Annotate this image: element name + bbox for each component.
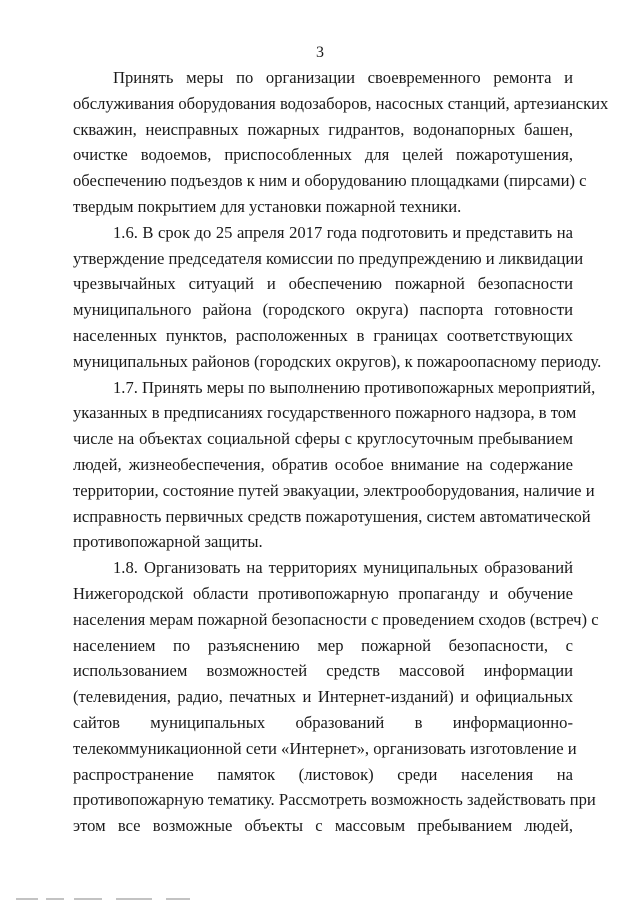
text-line: распространение памяток (листовок) среди населения на: [73, 764, 573, 784]
text-line: 1.8. Организовать на территориях муниципальных образований: [113, 558, 573, 578]
text-line: чрезвычайных ситуаций и обеспечению пожарной безопасности: [73, 274, 573, 294]
text-line: населения мерам пожарной безопасности с проведением сходов (встреч) с: [73, 609, 599, 629]
text-line: числе на объектах социальной сферы с круглосуточным пребыванием: [73, 429, 573, 449]
text-line: утверждение председателя комиссии по предупреждению и ликвидации: [73, 248, 584, 268]
text-line: населенных пунктов, расположенных в границах соответствующих: [73, 325, 573, 345]
text-line: обслуживания оборудования водозаборов, насосных станций, артезианских: [73, 93, 609, 113]
text-line: телекоммуникационной сети «Интернет», организовать изготовление и: [73, 738, 577, 758]
text-line: противопожарную тематику. Рассмотреть возможность задействовать при: [73, 790, 596, 810]
text-line: населением по разъяснению мер пожарной безопасности, с: [73, 635, 573, 655]
text-line: людей, жизнеобеспечения, обратив особое внимание на содержание: [73, 454, 573, 474]
text-line: использованием возможностей средств массовой информации: [73, 661, 573, 681]
page-number: 3: [316, 44, 324, 61]
text-line: этом все возможные объекты с массовым пребыванием людей,: [73, 816, 573, 836]
text-line: 1.6. В срок до 25 апреля 2017 года подготовить и представить на: [113, 222, 573, 242]
text-line: скважин, неисправных пожарных гидрантов, водонапорных башен,: [73, 119, 573, 139]
text-line: территории, состояние путей эвакуации, электрооборудования, наличие и: [73, 480, 595, 500]
text-line: муниципального района (городского округа) паспорта готовности: [73, 300, 573, 320]
paragraph-1-8: [73, 555, 599, 839]
paragraph-1-6: [73, 220, 602, 375]
text-line: твердым покрытием для установки пожарной техники.: [73, 196, 462, 216]
text-line: Принять меры по организации своевременного ремонта и: [113, 68, 573, 87]
text-line: обеспечению подъездов к ним и оборудованию площадками (пирсами) с: [73, 171, 587, 191]
scan-artifact: [16, 897, 196, 901]
paragraph-1-7: [73, 375, 596, 556]
text-line: (телевидения, радио, печатных и Интернет-изданий) и официальных: [73, 687, 573, 707]
text-line: очистке водоемов, приспособленных для целей пожаротушения,: [73, 145, 573, 165]
text-line: указанных в предписаниях государственного пожарного надзора, в том: [73, 403, 577, 423]
text-line: сайтов муниципальных образований в информационно-: [73, 712, 573, 732]
text-line: Нижегородской области противопожарную пропаганду и обучение: [73, 583, 573, 603]
text-line: исправность первичных средств пожаротушения, систем автоматической: [73, 506, 591, 526]
paragraph-1: [73, 65, 609, 220]
text-line: муниципальных районов (городских округов), к пожароопасному периоду.: [73, 351, 602, 371]
document-body: [73, 65, 609, 839]
text-line: 1.7. Принять меры по выполнению противопожарных мероприятий,: [113, 377, 596, 397]
text-line: противопожарной защиты.: [73, 532, 263, 552]
